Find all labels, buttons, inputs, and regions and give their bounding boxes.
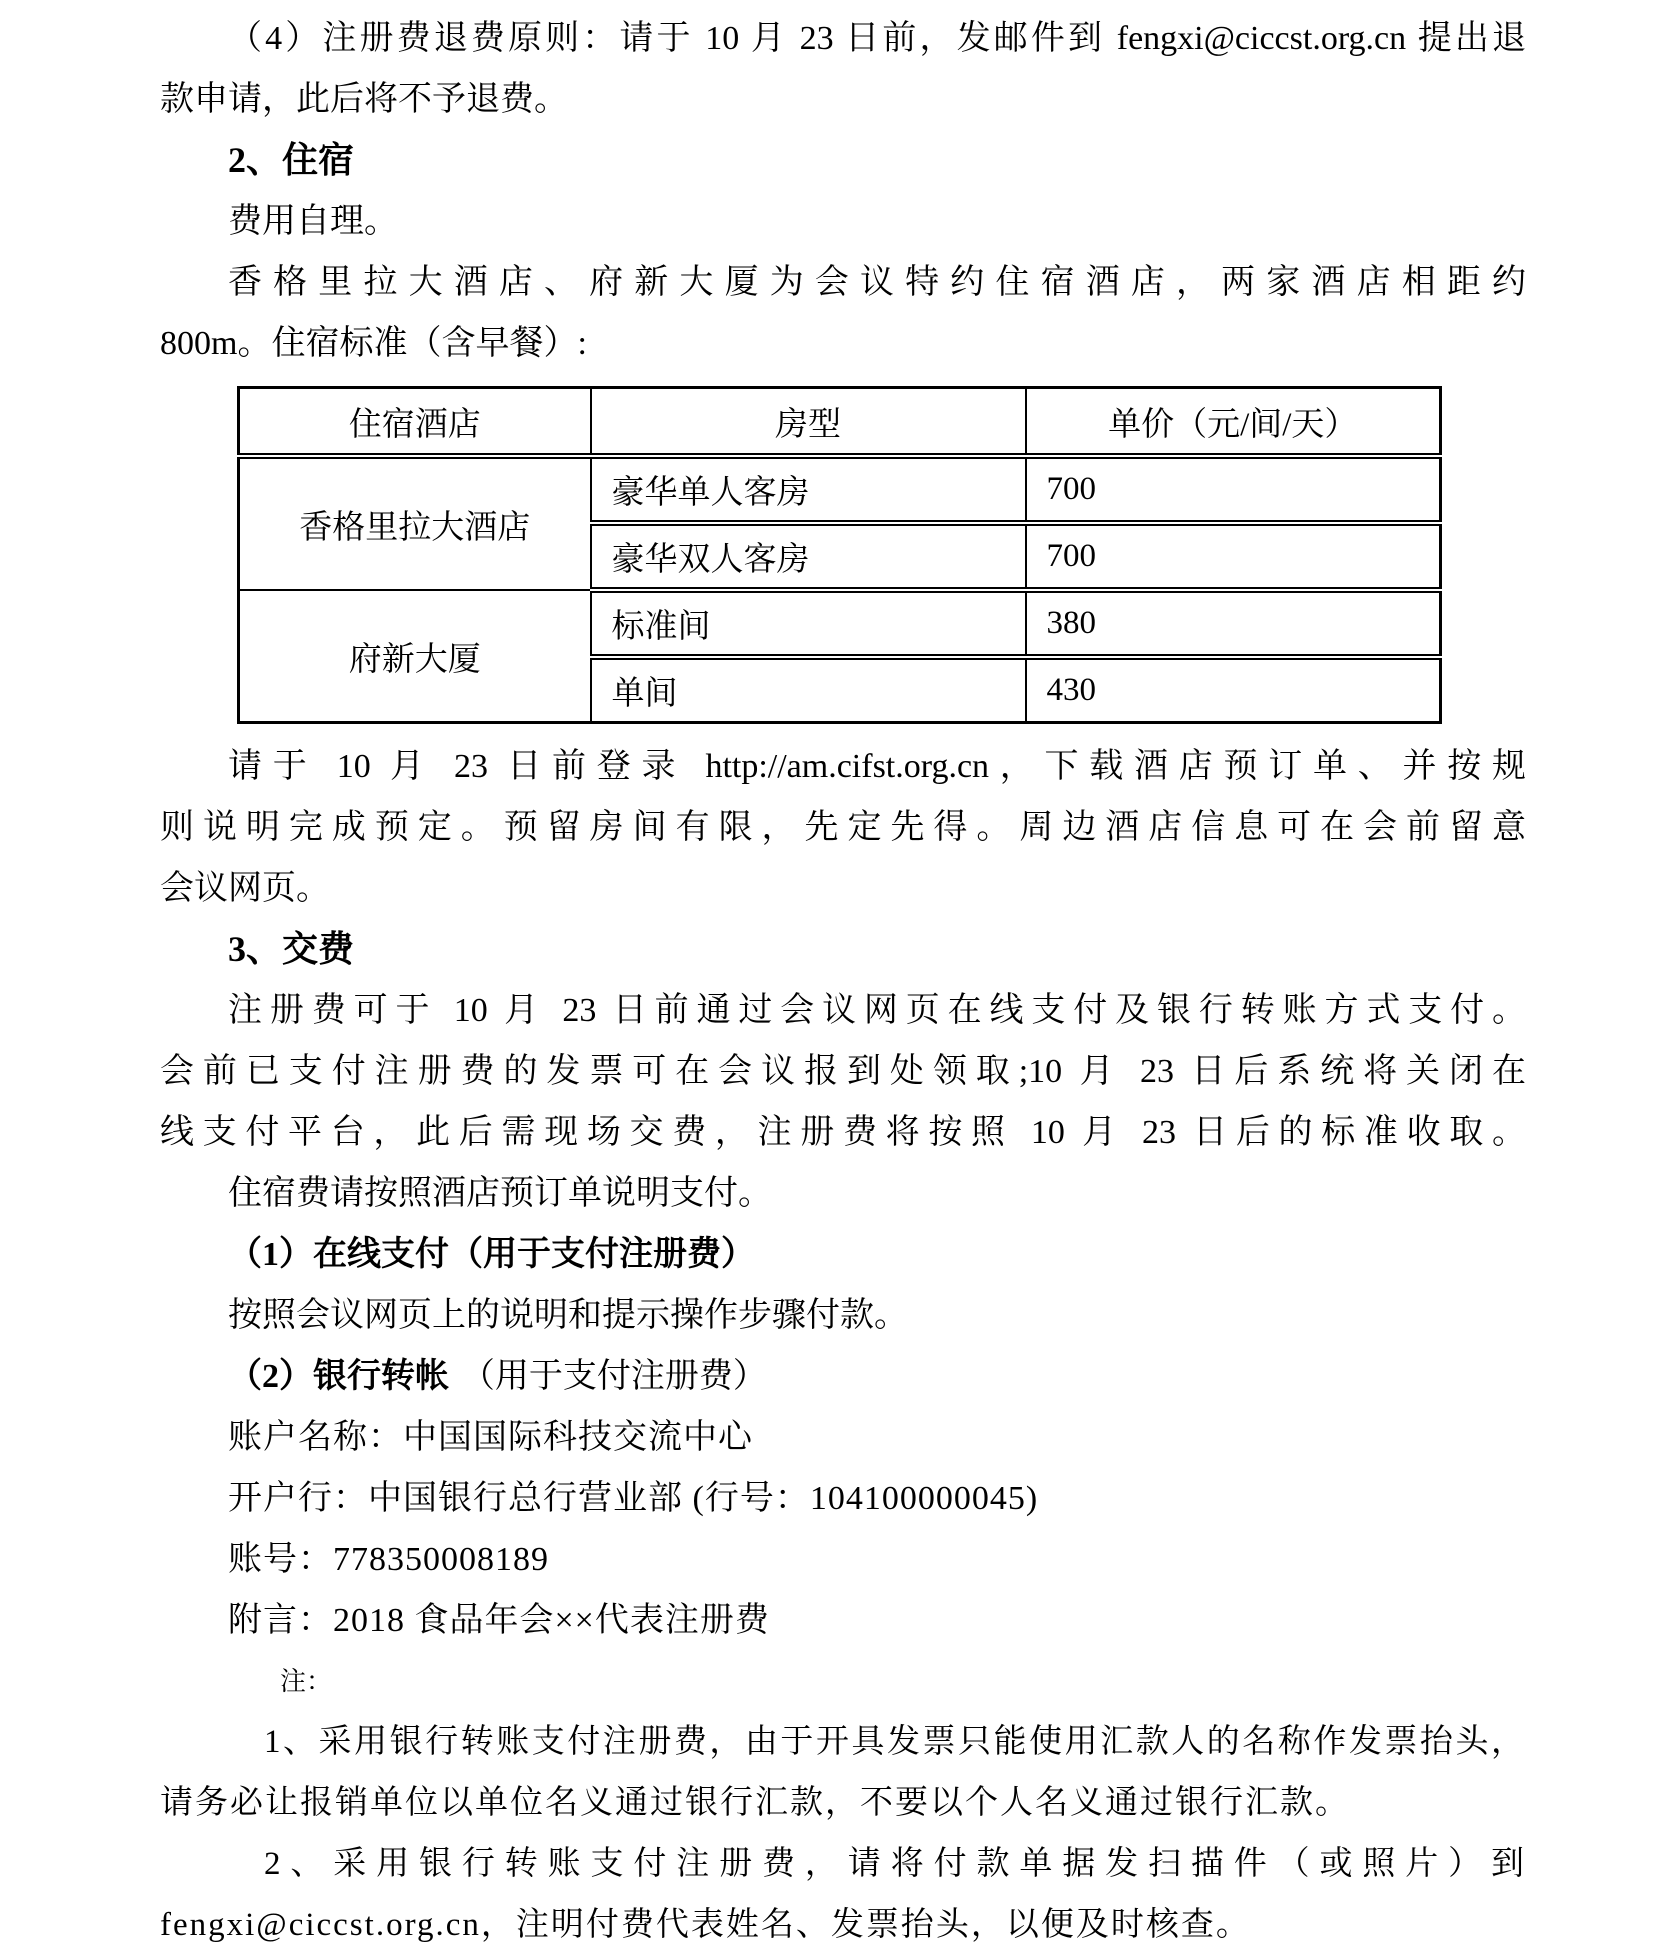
table-row	[239, 590, 1441, 657]
room-type-cell: 标准间	[591, 590, 1026, 657]
room-price-cell: 430	[1026, 657, 1441, 723]
notes-label: 注：	[280, 1667, 333, 1696]
note-2-line-1: 2、采用银行转账支付注册费，请将付款单据发扫描件（或照片）到	[264, 1846, 1526, 1882]
bank-transfer-heading-bold: （2）银行转帐	[228, 1358, 449, 1395]
bank-account-number: 账号：778350008189	[228, 1541, 549, 1578]
table-header-room-type: 房型	[591, 388, 1026, 457]
section-heading-accommodation: 2、住宿	[228, 140, 355, 180]
table-header-row	[239, 388, 1441, 457]
online-payment-body: 按照会议网页上的说明和提示操作步骤付款。	[228, 1297, 908, 1334]
bank-transfer-heading-note: （用于支付注册费）	[460, 1358, 767, 1395]
room-price-cell: 380	[1026, 590, 1441, 657]
hotel-name-fuxin: 府新大厦	[239, 590, 591, 723]
note-1-line-1: 1、采用银行转账支付注册费，由于开具发票只能使用汇款人的名称作发票抬头，	[264, 1724, 1526, 1760]
accommodation-intro-line-1: 香格里拉大酒店、府新大厦为会议特约住宿酒店，两家酒店相距约	[228, 264, 1526, 301]
note-1-line-2: 请务必让报销单位以单位名义通过银行汇款，不要以个人名义通过银行汇款。	[160, 1785, 1350, 1821]
payment-hotel-fee: 住宿费请按照酒店预订单说明支付。	[228, 1175, 772, 1212]
booking-line-3: 会议网页。	[160, 870, 330, 907]
bank-memo: 附言：2018 食品年会××代表注册费	[228, 1602, 770, 1639]
room-price-cell: 700	[1026, 523, 1441, 590]
room-type-cell: 豪华单人客房	[591, 456, 1026, 523]
room-price-cell: 700	[1026, 456, 1441, 523]
refund-policy-line-2: 款申请，此后将不予退费。	[160, 81, 568, 118]
bank-account-name: 账户名称：中国国际科技交流中心	[228, 1419, 753, 1456]
payment-register-line-2: 会前已支付注册费的发票可在会议报到处领取;10 月 23 日后系统将关闭在	[160, 1053, 1526, 1090]
table-row	[239, 456, 1441, 523]
hotel-name-shangri-la: 香格里拉大酒店	[239, 456, 591, 590]
bank-transfer-heading	[160, 1346, 1526, 1407]
section-heading-payment: 3、交费	[228, 929, 355, 969]
hotel-price-table	[237, 386, 1442, 724]
accommodation-intro-line-2: 800m。住宿标准（含早餐）:	[160, 325, 587, 362]
booking-line-1: 请于 10 月 23 日前登录 http://am.cifst.org.cn，下载酒店预订单、并按规	[228, 748, 1526, 785]
bank-branch: 开户行：中国银行总行营业部 (行号：104100000045)	[228, 1480, 1039, 1517]
accommodation-self-pay: 费用自理。	[228, 203, 398, 240]
payment-register-line-3: 线支付平台，此后需现场交费，注册费将按照 10 月 23 日后的标准收取。	[160, 1114, 1526, 1151]
room-type-cell: 豪华双人客房	[591, 523, 1026, 590]
booking-line-2: 则说明完成预定。预留房间有限，先定先得。周边酒店信息可在会前留意	[160, 809, 1526, 846]
table-header-hotel: 住宿酒店	[239, 388, 591, 457]
refund-policy-line-1: （4）注册费退费原则：请于 10 月 23 日前，发邮件到 fengxi@ciccst.org.cn 提出退	[228, 20, 1526, 57]
room-type-cell: 单间	[591, 657, 1026, 723]
note-2-line-2: fengxi@ciccst.org.cn，注明付费代表姓名、发票抬头，以便及时核查。	[160, 1907, 1251, 1943]
online-payment-heading: （1）在线支付（用于支付注册费）	[228, 1236, 755, 1273]
table-header-price: 单价（元/间/天）	[1026, 388, 1441, 457]
payment-register-line-1: 注册费可于 10 月 23 日前通过会议网页在线支付及银行转账方式支付。	[228, 992, 1526, 1029]
